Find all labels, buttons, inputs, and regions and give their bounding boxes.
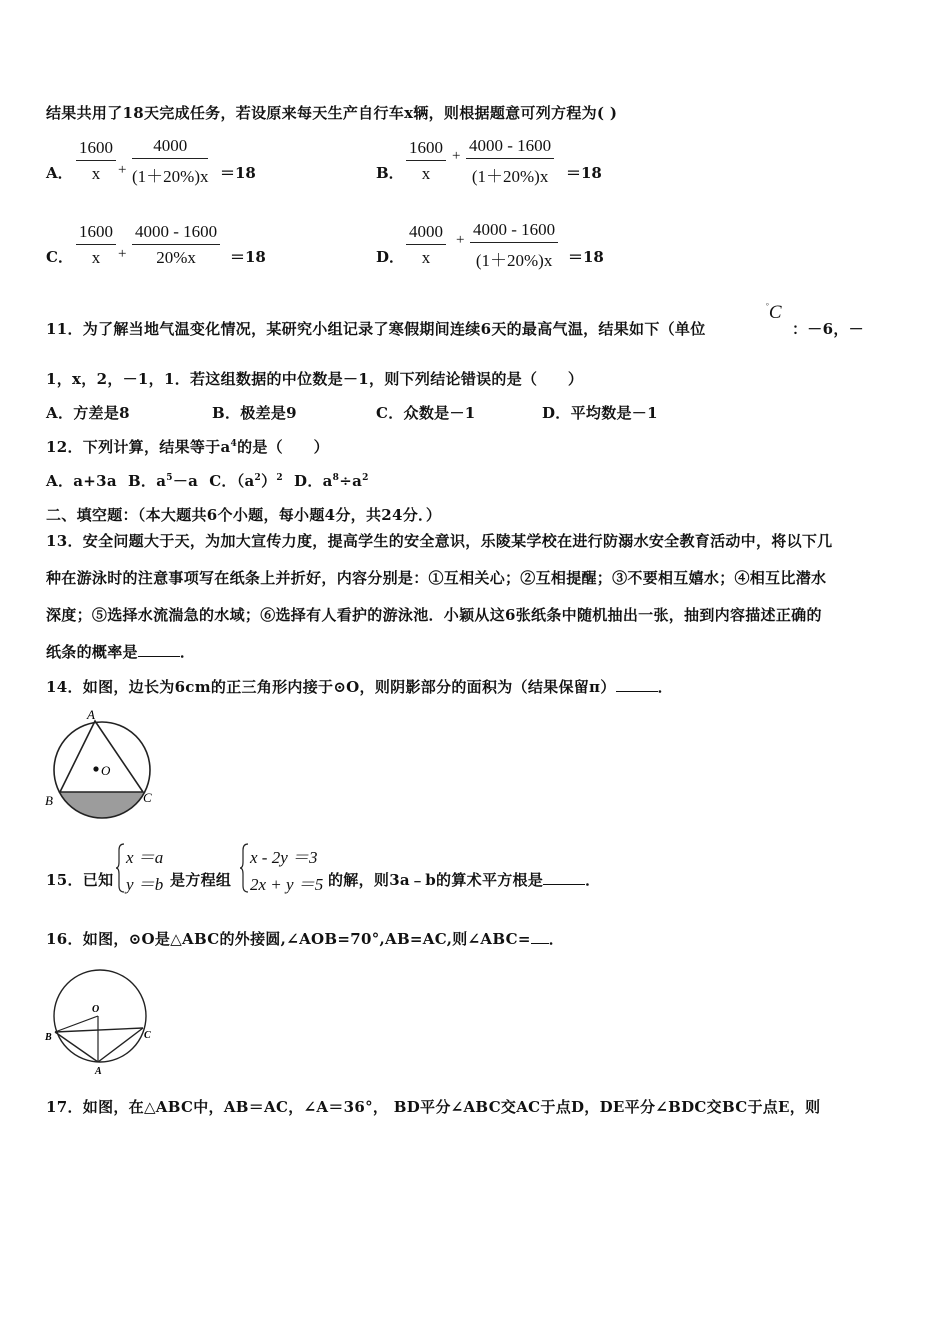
degree-celsius-symbol: °C [766, 302, 782, 323]
q15-mid: 是方程组 [170, 871, 232, 889]
q11-option-c[interactable]: C．众数是－1 [376, 404, 476, 422]
fraction-2: $\frac{4000 - 1600}{(1+20\%)x}$ [470, 220, 558, 271]
system-1-eq1: x ＝a [126, 848, 164, 867]
answer-blank[interactable] [138, 656, 180, 657]
label-c: C [143, 790, 152, 805]
q11-stem-line1: 11．为了解当地气温变化情况，某研究小组记录了寒假期间连续6天的最高气温，结果如下（单位 [46, 320, 706, 338]
label-o: O [92, 1004, 100, 1015]
label-b: B [45, 1032, 52, 1043]
plus-sign: + [118, 246, 127, 262]
q13-line1: 13．安全问题大于天，为加大宣传力度，提高学生的安全意识，乐陵某学校在进行防溺水安全教育活动中，将以下几 [46, 532, 833, 550]
option-label: A． [46, 164, 73, 182]
q12-option-d[interactable]: D．$a^8\div a^2$ [294, 472, 369, 490]
label-o: O [101, 763, 111, 778]
answer-blank[interactable] [531, 943, 549, 944]
segment-ba [55, 1032, 98, 1062]
label-b: B [45, 793, 53, 808]
plus-sign: + [452, 148, 461, 164]
center-point [93, 766, 98, 771]
fraction-2: $\frac{4000 - 1600}{(1+20\%)x}$ [466, 136, 554, 187]
system-2-eq1: x - 2y ＝3 [250, 848, 318, 867]
fraction-1: $\frac{1600}{x}$ [76, 138, 116, 184]
fraction-1: $\frac{4000}{x}$ [406, 222, 446, 268]
segment-ob [55, 1016, 98, 1032]
left-brace-icon [240, 842, 250, 894]
section-heading-fill-in: 二、填空题：（本大题共6个小题，每小题4分，共24分．） [46, 506, 442, 524]
q16-figure-circumcircle [44, 962, 158, 1080]
left-brace-icon [116, 842, 126, 894]
segment-bc [55, 1028, 143, 1032]
label-a: A [95, 1066, 102, 1077]
q16-stem: 16．如图，⊙O是△ABC的外接圆,∠AOB=70°,AB=AC,则∠ABC= ． [46, 930, 565, 948]
q13-line3: 深度；⑤选择水流湍急的水域；⑥选择有人看护的游泳池．小颖从这6张纸条中随机抽出一张，抽到内容描述正确的 [46, 606, 822, 624]
q11-stem-line2: 1，x，2，－1，1．若这组数据的中位数是－1，则下列结论错误的是（ ） [46, 370, 584, 388]
q11-stem-line1-tail: ：－6，－ [792, 320, 864, 338]
answer-blank[interactable] [616, 691, 658, 692]
fraction-2: $\frac{4000}{(1+20\%)x}$ [132, 136, 209, 186]
q12-options [46, 470, 369, 491]
q12-option-c[interactable]: C．$(a^2)^2$ [209, 472, 283, 490]
rhs: ＝18 [220, 164, 256, 182]
q12-stem: 12．下列计算，结果等于$a^4$的是（ ） [46, 438, 329, 456]
option-label: D． [376, 248, 405, 266]
q13-line2: 种在游泳时的注意事项写在纸条上并折好，内容分别是：①互相关心；②互相提醒；③不要相互嬉水；④相互比潜水 [46, 569, 827, 587]
q14-figure-circle-triangle [44, 706, 164, 828]
q11-option-b[interactable]: B．极差是9 [212, 404, 297, 422]
q11-option-a[interactable]: A．方差是8 [46, 404, 130, 422]
system-2-eq2: 2x + y ＝5 [250, 875, 324, 894]
label-c: C [144, 1030, 151, 1041]
option-label: C． [46, 248, 73, 266]
fraction-2: $\frac{4000 - 1600}{20\%x}$ [132, 222, 220, 268]
q12-option-a[interactable]: A．a+3a [46, 472, 117, 490]
option-label: B． [376, 164, 404, 182]
fraction-1: $\frac{1600}{x}$ [406, 138, 446, 184]
circle-o [54, 970, 146, 1062]
plus-sign: + [456, 232, 465, 248]
system-1-eq2: y ＝b [126, 875, 164, 894]
label-a: A [87, 707, 95, 722]
q14-stem: 14．如图，边长为6cm的正三角形内接于⊙O，则阴影部分的面积为（结果保留π） ． [46, 678, 673, 696]
q12-option-b[interactable]: B．$a^5-a$ [127, 472, 199, 490]
q15-post: 的解，则3a﹣b的算术平方根是 ． [328, 871, 601, 889]
answer-blank[interactable] [543, 884, 585, 885]
plus-sign: + [118, 162, 127, 178]
q13-line4: 纸条的概率是 ． [46, 643, 196, 661]
rhs: ＝18 [230, 248, 266, 266]
q11-option-d[interactable]: D．平均数是－1 [542, 404, 658, 422]
q17-stem: 17．如图，在△ABC中，AB＝AC，∠A＝36°， BD平分∠ABC交AC于点D，DE平分∠BDC交BC于点E，则 [46, 1098, 821, 1116]
rhs: ＝18 [566, 164, 602, 182]
fraction-1: $\frac{1600}{x}$ [76, 222, 116, 268]
rhs: ＝18 [568, 248, 604, 266]
q15-pre: 15．已知 [46, 871, 114, 889]
q10-stem: 结果共用了18天完成任务，若设原来每天生产自行车x辆，则根据题意可列方程为( ) [46, 104, 618, 122]
